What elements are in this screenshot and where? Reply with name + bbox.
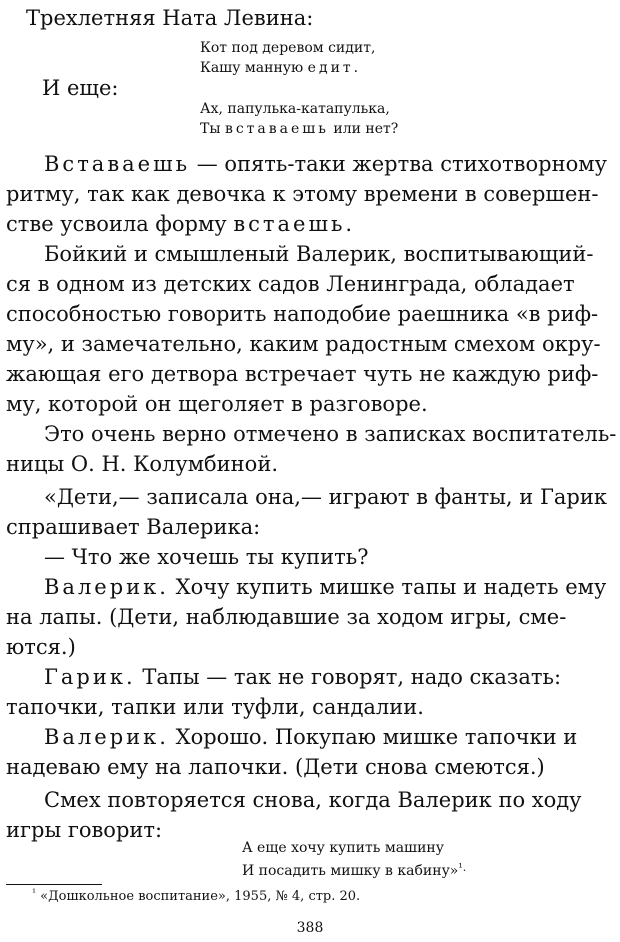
verse-text: А еще хочу купить машину	[242, 840, 444, 856]
line-text: ритму, так как девочка к этому времени в совершен-	[6, 182, 599, 206]
speaker-name: Валерик.	[44, 725, 169, 749]
paragraph-line	[6, 300, 598, 328]
paragraph-line	[6, 330, 601, 358]
line-text: игры говорит:	[6, 818, 163, 842]
paragraph-line	[44, 573, 606, 601]
verse-spaced-text: едит.	[307, 60, 362, 76]
paragraph-line	[6, 513, 260, 541]
paragraph-line	[6, 390, 428, 418]
verse-line	[242, 858, 466, 881]
line-text: на лапы. (Дети, наблюдавшие за ходом игры, сме-	[6, 605, 567, 629]
paragraph-line	[44, 150, 607, 178]
line-text: тапочки, тапки или туфли, сандалии.	[6, 695, 424, 719]
verse-line	[242, 838, 444, 858]
speaker-name: Валерик.	[44, 575, 169, 599]
verse-line	[200, 58, 361, 78]
line-text: Смех повторяется снова, когда Валерик по ходу	[44, 788, 582, 812]
paragraph-line	[44, 483, 607, 511]
line-text: — опять-таки жертва стихотворному	[190, 152, 607, 176]
spaced-word: встаешь.	[233, 212, 356, 236]
line-text: Тапы — так не говорят, надо сказать:	[135, 665, 562, 689]
paragraph-line	[44, 543, 369, 571]
paragraph-line	[6, 180, 598, 208]
verse-text: И посадить мишку в кабину»	[242, 863, 459, 879]
line-text: му, которой он щеголяет в разговоре.	[6, 392, 428, 416]
paragraph-line	[6, 450, 278, 478]
paragraph-line	[6, 603, 566, 631]
paragraph-line	[44, 420, 616, 448]
verse-line	[200, 38, 375, 58]
line-text: Бойкий и смышленый Валерик, воспитывающий-	[44, 242, 594, 266]
paragraph-line	[6, 816, 162, 844]
line-text: му», и замечательно, каким радостным смехом окру-	[6, 332, 601, 356]
paragraph-line	[6, 633, 76, 661]
page-number: 388	[296, 920, 324, 936]
footnote-mark: ¹	[32, 888, 37, 899]
paragraph-line	[6, 753, 545, 781]
paragraph-line	[6, 210, 355, 238]
line-text: стве усвоила форму	[6, 212, 234, 236]
line-text: ются.)	[6, 635, 76, 659]
line-text: Хочу купить мишке тапы и надеть ему	[168, 575, 607, 599]
line-text: Это очень верно отмечено в записках воспитатель-	[44, 422, 617, 446]
poem-intro-also	[42, 74, 118, 102]
line-text: «Дети,— записала она,— играют в фанты, и Гарик	[44, 485, 607, 509]
footnote-reference: ¹.	[458, 861, 467, 874]
verse-text: Ты	[200, 121, 225, 137]
poem-intro-text: И еще:	[42, 76, 119, 100]
line-text: спрашивает Валерика:	[6, 515, 261, 539]
paragraph-line	[44, 723, 577, 751]
line-text: — Что же хочешь ты купить?	[44, 545, 369, 569]
verse-line	[200, 99, 390, 119]
line-text: ся в одном из детских садов Ленинграда, обладает	[6, 272, 575, 296]
verse-line	[200, 119, 398, 139]
paragraph-line	[44, 240, 593, 268]
poem-intro-nata	[26, 4, 313, 32]
paragraph-line	[6, 360, 598, 388]
line-text: способностью говорить наподобие раешника «в риф-	[6, 302, 599, 326]
footnote	[32, 888, 360, 904]
speaker-name: Гарик.	[44, 665, 136, 689]
spaced-word: Вставаешь	[44, 152, 191, 176]
line-text: жающая его детвора встречает чуть не каждую риф-	[6, 362, 599, 386]
poem-intro-text: Трехлетняя Ната Левина:	[26, 6, 314, 30]
paragraph-line	[44, 786, 582, 814]
line-text: Хорошо. Покупаю мишке тапочки и	[168, 725, 578, 749]
footnote-divider	[6, 884, 102, 885]
footnote-text: «Дошкольное воспитание», 1955, № 4, стр. 20.	[36, 889, 361, 904]
verse-spaced-text: вставаешь	[224, 121, 329, 137]
paragraph-line	[6, 693, 424, 721]
paragraph-line	[44, 663, 561, 691]
line-text: ницы О. Н. Колумбиной.	[6, 452, 278, 476]
verse-text: Кашу манную	[200, 60, 308, 76]
paragraph-line	[6, 270, 575, 298]
verse-text: или нет?	[328, 121, 399, 137]
line-text: надеваю ему на лапочки. (Дети снова смеются.)	[6, 755, 545, 779]
verse-text: Ах, папулька-катапулька,	[200, 101, 390, 117]
verse-text: Кот под деревом сидит,	[200, 40, 376, 56]
